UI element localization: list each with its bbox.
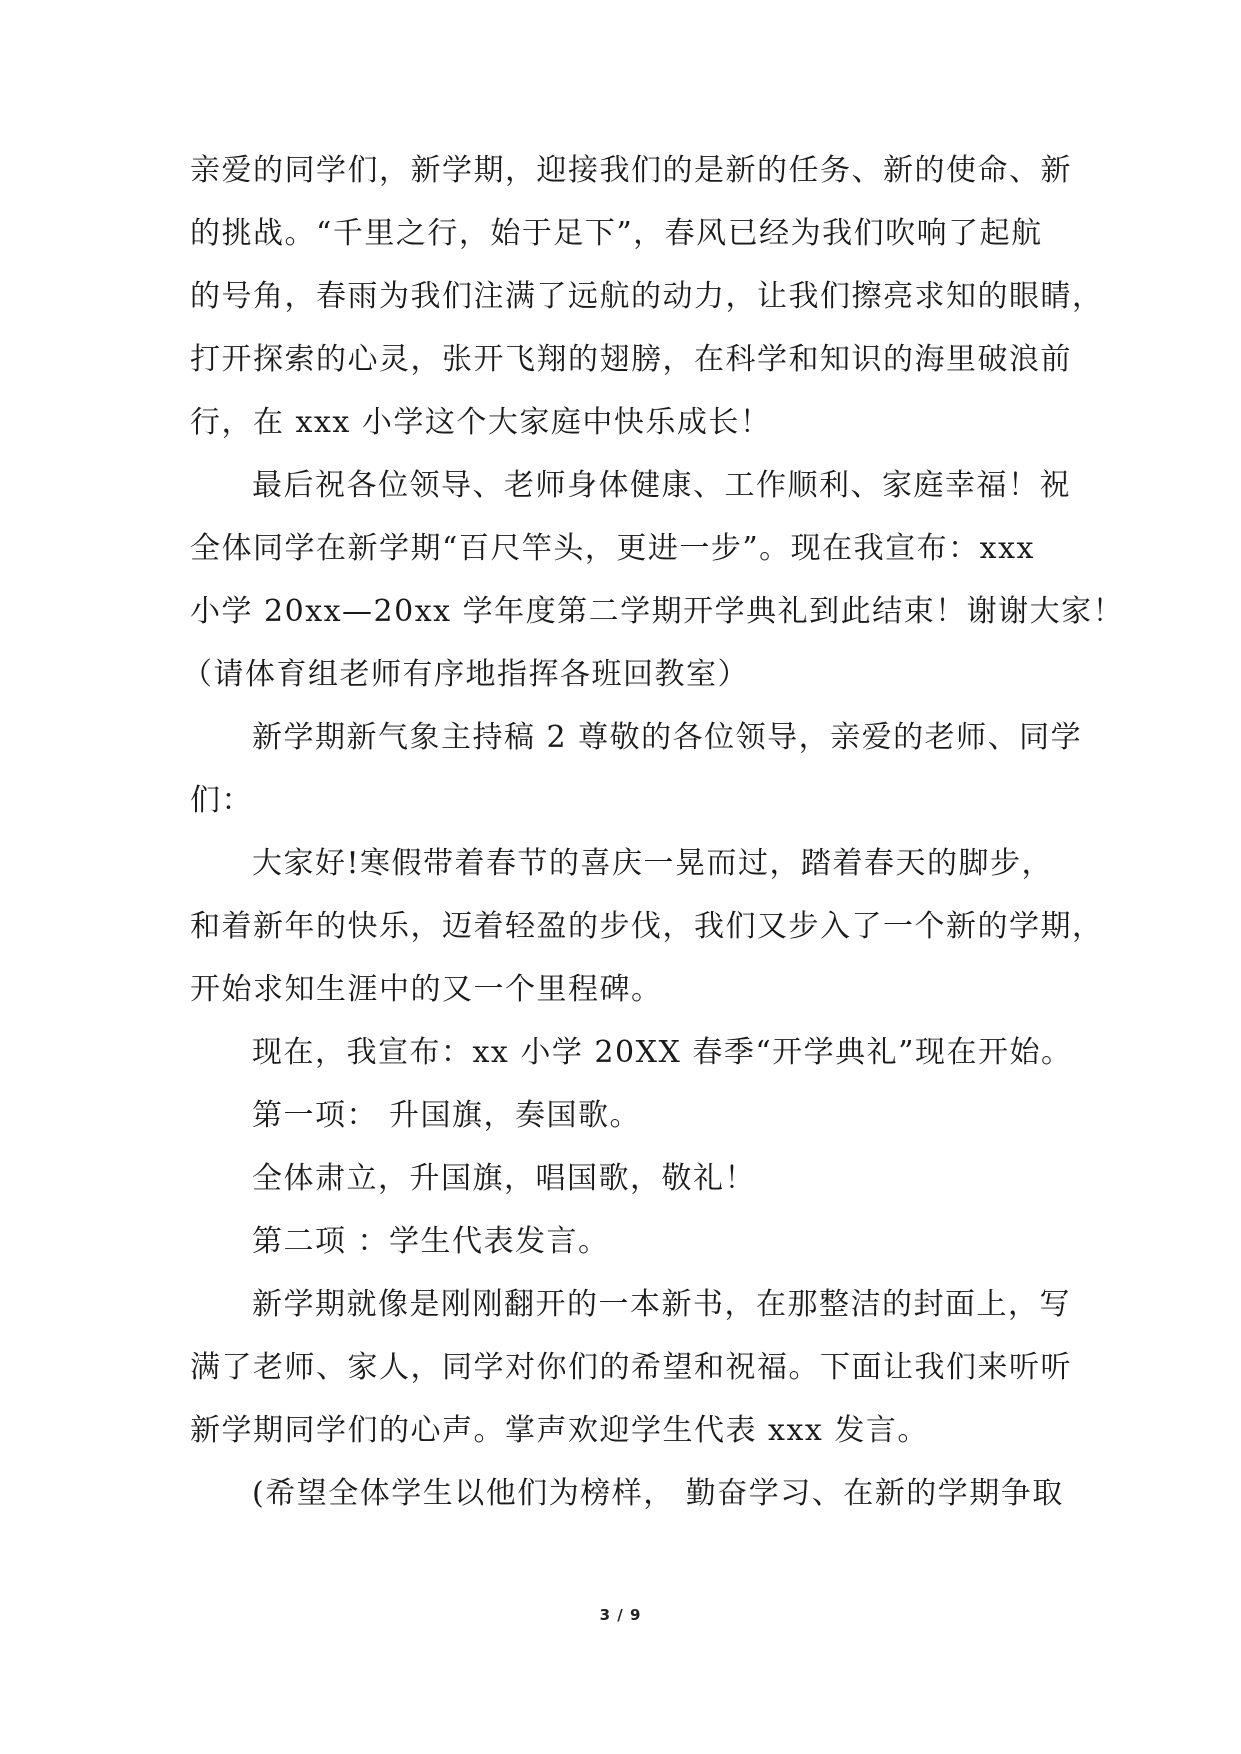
text-line: 满了老师、家人，同学对你们的希望和祝福。下面让我们来听听	[190, 1350, 1072, 1385]
text-line: 和着新年的快乐，迈着轻盈的步伐，我们又步入了一个新的学期，	[190, 909, 1104, 944]
text-line: 们：	[190, 783, 253, 818]
text-line: 行，在 xxx 小学这个大家庭中快乐成长！	[190, 405, 772, 440]
text-line: 新学期同学们的心声。掌声欢迎学生代表 xxx 发言。	[190, 1413, 929, 1448]
text-line: 打开探索的心灵，张开飞翔的翅膀，在科学和知识的海里破浪前	[190, 342, 1072, 377]
text-line: 第二项 ：学生代表发言。	[252, 1224, 610, 1259]
text-line: 最后祝各位领导、老师身体健康、工作顺利、家庭幸福！祝	[252, 468, 1071, 503]
text-line: 大家好!寒假带着春节的喜庆一晃而过，踏着春天的脚步，	[252, 846, 1054, 881]
text-line: （请体育组老师有序地指挥各班回教室）	[182, 657, 749, 692]
text-line: 现在，我宣布：xx 小学 20XX 春季“开学典礼”现在开始。	[252, 1035, 1073, 1070]
text-line: 新学期就像是刚刚翻开的一本新书，在那整洁的封面上，写	[252, 1287, 1071, 1322]
text-line: (希望全体学生以他们为榜样， 勤奋学习、在新的学期争取	[252, 1476, 1064, 1511]
text-line: 的号角，春雨为我们注满了远航的动力，让我们擦亮求知的眼睛，	[190, 279, 1104, 314]
text-line: 小学 20xx—20xx 学年度第二学期开学典礼到此结束！谢谢大家！	[190, 594, 1125, 629]
text-line: 全体同学在新学期“百尺竿头，更进一步”。现在我宣布：xxx	[190, 531, 1035, 566]
text-line: 亲爱的同学们，新学期，迎接我们的是新的任务、新的使命、新	[190, 153, 1072, 188]
page-number: 3 / 9	[599, 1606, 642, 1624]
text-line: 新学期新气象主持稿 2 尊敬的各位领导，亲爱的老师、同学	[252, 720, 1083, 755]
text-line: 第一项： 升国旗，奏国歌。	[252, 1098, 642, 1133]
text-line: 全体肃立，升国旗，唱国歌，敬礼！	[252, 1161, 756, 1196]
text-line: 的挑战。“千里之行，始于足下”，春风已经为我们吹响了起航	[190, 216, 1043, 251]
text-line: 开始求知生涯中的又一个里程碑。	[190, 972, 663, 1007]
